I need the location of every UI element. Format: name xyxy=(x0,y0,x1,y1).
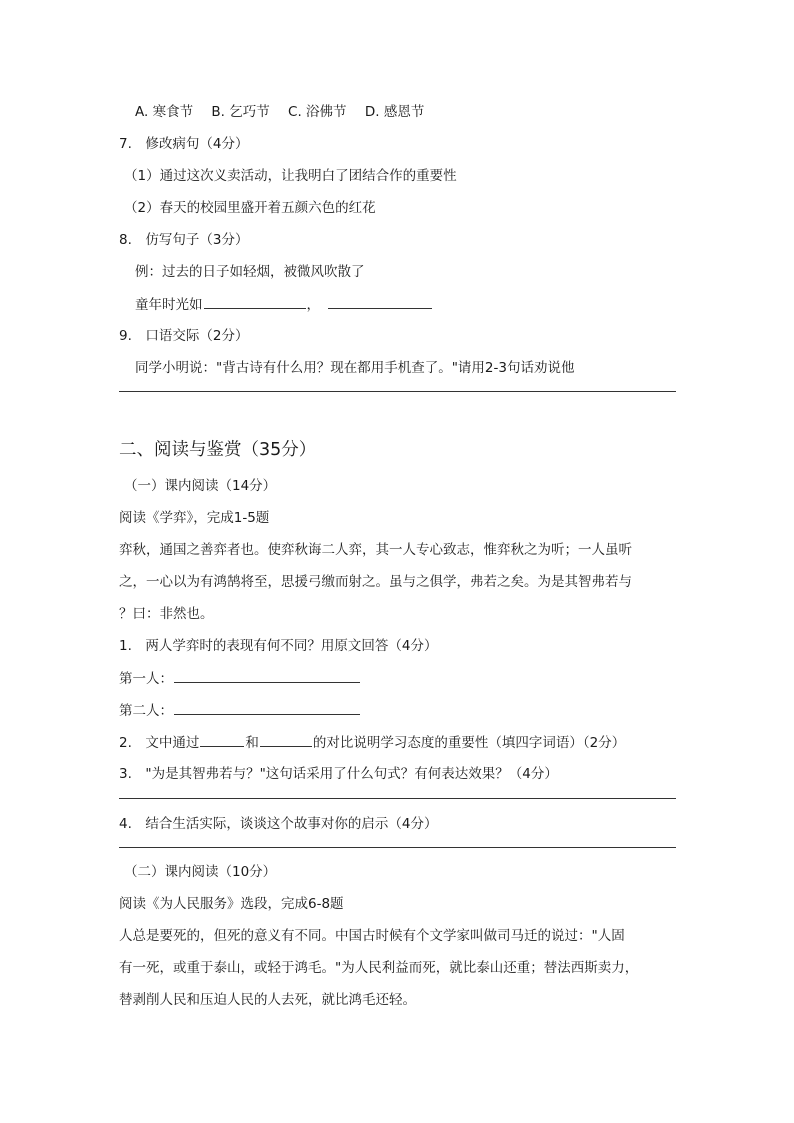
q7-title: 7. 修改病句（4分） xyxy=(119,136,249,152)
q9-answer-line[interactable] xyxy=(119,391,676,392)
part2-instruction: 阅读《为人民服务》选段，完成6-8题 xyxy=(119,896,344,912)
q2-part-a: 2. 文中通过 xyxy=(119,735,200,751)
part1-passage-line-1: 弈秋，通国之善弈者也。使弈秋诲二人弈，其一人专心致志，惟弈秋之为听；一人虽听 xyxy=(119,542,632,558)
part1-instruction: 阅读《学弈》，完成1-5题 xyxy=(119,510,270,526)
q7-sentence-2: （2）春天的校园里盛开着五颜六色的红花 xyxy=(124,200,376,216)
q8-prompt: 童年时光如 xyxy=(135,297,203,313)
q8-answer-line xyxy=(135,294,433,315)
part1-second-person xyxy=(119,700,361,721)
part1-passage-line-2: 之，一心以为有鸿鹄将至，思援弓缴而射之。虽与之俱学，弗若之矣。为是其智弗若与 xyxy=(119,574,632,590)
part2-passage-line-2: 有一死，或重于泰山，或轻于鸿毛。"为人民利益而死，就比泰山还重；替法西斯卖力， xyxy=(119,960,639,976)
part1-first-person xyxy=(119,668,361,689)
part1-q3: 3. "为是其智弗若与？"这句话采用了什么句式？有何表达效果？（4分） xyxy=(119,766,558,782)
q2-part-b: 和 xyxy=(245,735,259,751)
q2-blank-1[interactable] xyxy=(200,732,244,747)
q6-option-d: D. 感恩节 xyxy=(364,104,425,120)
second-person-blank[interactable] xyxy=(174,700,360,715)
q8-blank-2[interactable] xyxy=(328,294,432,309)
part1-q2 xyxy=(119,732,625,753)
first-person-label: 第一人： xyxy=(119,671,173,687)
part1-q4: 4. 结合生活实际，谈谈这个故事对你的启示（4分） xyxy=(119,816,438,832)
q8-title: 8. 仿写句子（3分） xyxy=(119,232,249,248)
q6-options xyxy=(135,102,424,122)
first-person-blank[interactable] xyxy=(174,668,360,683)
q7-sentence-1: （1）通过这次义卖活动，让我明白了团结合作的重要性 xyxy=(124,168,457,184)
q2-blank-2[interactable] xyxy=(260,732,312,747)
q6-option-b: B. 乞巧节 xyxy=(211,104,270,120)
section2-title: 二、阅读与鉴赏（35分） xyxy=(119,440,317,460)
q2-part-c: 的对比说明学习态度的重要性（填四字词语）（2分） xyxy=(312,735,626,751)
part1-heading: （一）课内阅读（14分） xyxy=(124,478,277,494)
q9-title: 9. 口语交际（2分） xyxy=(119,328,249,344)
q8-blank-1[interactable] xyxy=(204,294,306,309)
part2-passage-line-1: 人总是要死的，但死的意义有不同。中国古时候有个文学家叫做司马迁的说过："人固 xyxy=(119,928,625,944)
q6-option-c: C. 浴佛节 xyxy=(288,104,347,120)
q8-separator: ， xyxy=(306,297,320,313)
q8-example: 例：过去的日子如轻烟，被微风吹散了 xyxy=(135,264,365,280)
q3-answer-line[interactable] xyxy=(119,798,676,799)
q4-answer-line[interactable] xyxy=(119,847,676,848)
part2-heading: （二）课内阅读（10分） xyxy=(124,864,277,880)
part1-passage-line-3: ？曰：非然也。 xyxy=(119,606,214,622)
second-person-label: 第二人： xyxy=(119,703,173,719)
part2-passage-line-3: 替剥削人民和压迫人民的人去死，就比鸿毛还轻。 xyxy=(119,992,416,1008)
part1-q1: 1. 两人学弈时的表现有何不同？用原文回答（4分） xyxy=(119,638,438,654)
q9-text: 同学小明说："背古诗有什么用？现在都用手机查了。"请用2-3句话劝说他 xyxy=(135,360,575,376)
q6-option-a: A. 寒食节 xyxy=(135,104,194,120)
